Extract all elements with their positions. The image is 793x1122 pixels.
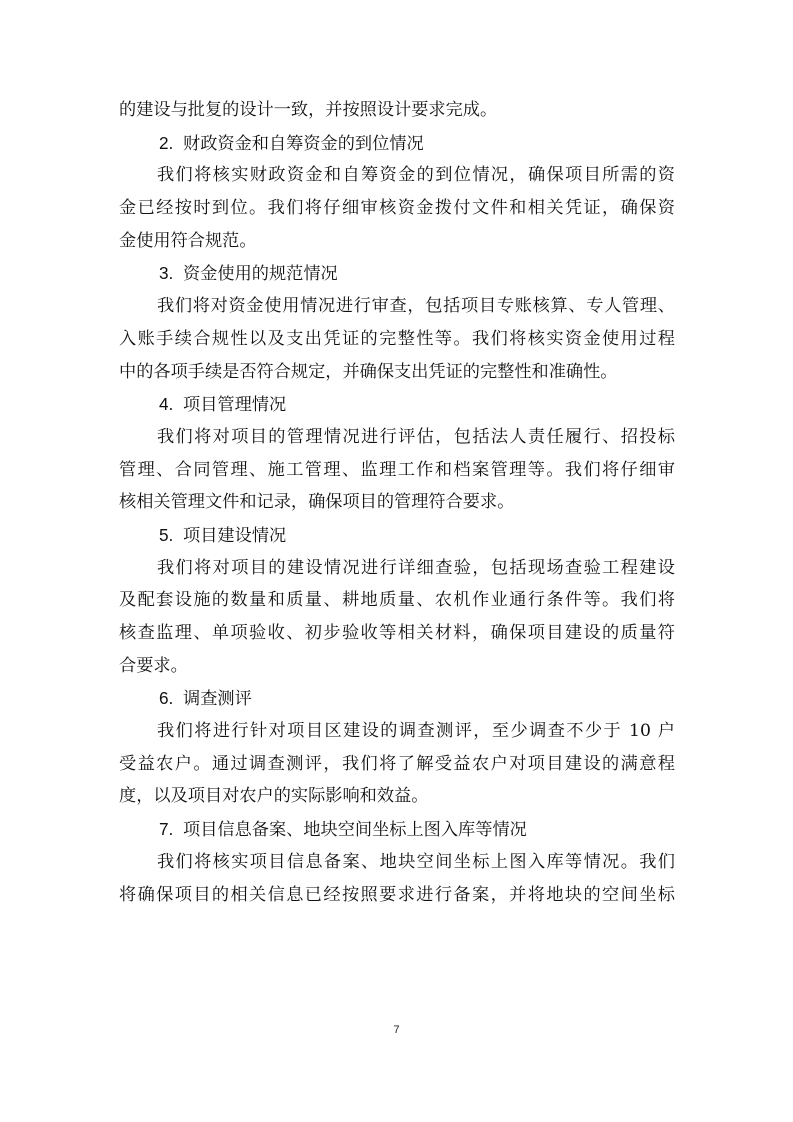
paragraph-line: 我们将核实财政资金和自筹资金的到位情况，确保项目所需的资	[157, 165, 675, 186]
paragraph-line: 核查监理、单项验收、初步验收等相关材料，确保项目建设的质量符	[119, 623, 675, 643]
paragraph-line: 及配套设施的数量和质量、耕地质量、农机作业通行条件等。我们将	[119, 590, 675, 611]
section-title: 资金使用的规范情况	[183, 264, 338, 285]
paragraph-line: 受益农户。通过调查测评，我们将了解受益农户对项目建设的满意程	[119, 753, 675, 774]
section-heading	[119, 257, 675, 290]
section-title: 项目信息备案、地块空间坐标上图入库等情况	[183, 820, 527, 841]
paragraph-line: 的建设与批复的设计一致，并按照设计要求完成。	[119, 100, 498, 120]
section-number: 6.	[159, 688, 174, 709]
section-number: 4.	[159, 394, 174, 415]
paragraph-line: 中的各项手续是否符合规定，并确保支出凭证的完整性和准确性。	[119, 361, 618, 382]
section-heading	[119, 813, 675, 846]
paragraph-line: 核相关管理文件和记录，确保项目的管理符合要求。	[119, 492, 515, 513]
section-title: 调查测评	[183, 689, 252, 710]
paragraph-line: 入账手续合规性以及支出凭证的完整性等。我们将核实资金使用过程	[119, 328, 675, 349]
section-number: 3.	[159, 263, 174, 284]
paragraph-line: 度，以及项目对农户的实际影响和效益。	[119, 786, 429, 807]
paragraph-line: 合要求。	[119, 655, 188, 676]
section-number: 2.	[159, 132, 174, 153]
section-number: 5.	[159, 524, 174, 545]
paragraph-line: 我们将对项目的管理情况进行评估，包括法人责任履行、招投标	[157, 426, 675, 447]
paragraph-line: 管理、合同管理、施工管理、监理工作和档案管理等。我们将仔细审	[119, 459, 675, 480]
document-body	[119, 94, 675, 911]
section-heading	[119, 388, 675, 421]
section-heading	[119, 519, 675, 552]
section-heading	[119, 127, 675, 160]
paragraph-line: 我们将进行针对项目区建设的调查测评，至少调查不少于 10 户	[157, 721, 675, 742]
section-title: 项目建设情况	[183, 525, 287, 546]
paragraph-line: 金使用符合规范。	[119, 230, 257, 251]
paragraph-line: 我们将对资金使用情况进行审查，包括项目专账核算、专人管理、	[157, 296, 675, 317]
paragraph-line: 金已经按时到位。我们将仔细审核资金拨付文件和相关凭证，确保资	[119, 198, 675, 219]
page-number: 7	[393, 1024, 400, 1036]
section-number: 7.	[159, 819, 174, 840]
section-title: 财政资金和自筹资金的到位情况	[183, 133, 424, 154]
paragraph-line: 我们将对项目的建设情况进行详细查验，包括现场查验工程建设	[157, 557, 675, 578]
section-title: 项目管理情况	[183, 395, 287, 416]
section-heading	[119, 682, 675, 715]
paragraph-line: 我们将核实项目信息备案、地块空间坐标上图入库等情况。我们	[157, 851, 675, 872]
paragraph-line: 将确保项目的相关信息已经按照要求进行备案，并将地块的空间坐标	[119, 884, 675, 905]
